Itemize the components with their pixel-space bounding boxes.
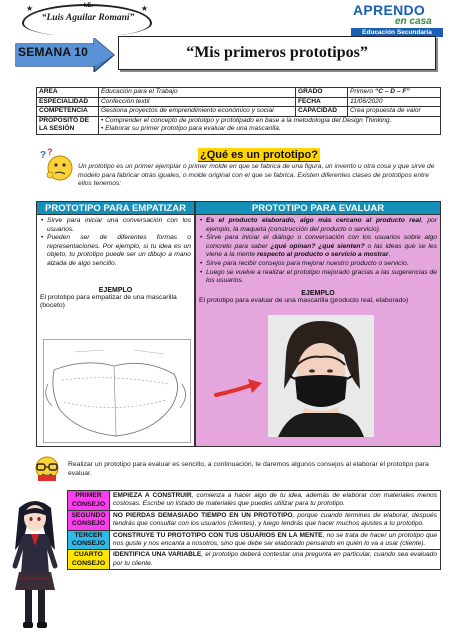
- bullet-bold: respecto al producto o servicio a mostrar: [256, 251, 389, 259]
- session-info-table: [36, 87, 441, 135]
- proposito-list: [101, 117, 438, 134]
- especialidad-label: ESPECIALIDAD: [37, 97, 99, 107]
- list-item: • Sirve para recibir consejos para mejorar nuestro producto o servicio.: [200, 260, 437, 269]
- empatizar-column: [36, 215, 195, 447]
- tip-badge: CUARTO CONSEJO: [68, 550, 110, 570]
- tip-description: [110, 510, 441, 530]
- table-row: [37, 116, 441, 134]
- especialidad-value: Confección textil: [99, 97, 296, 107]
- tip-description: [110, 530, 441, 550]
- list-item: • Elaborar su primer prototipo para evaluar de una mascarilla.: [101, 125, 438, 134]
- table-row: [37, 97, 441, 107]
- proposito-value: [99, 116, 441, 134]
- tip-badge: PRIMER CONSEJO: [68, 491, 110, 511]
- evaluar-example-text: El prototipo para evaluar de una mascarilla (producto real, elaborado): [199, 296, 409, 304]
- bullet-text: o las ideas que se les viene a la mente: [206, 242, 437, 259]
- bullet-text: .: [388, 251, 391, 259]
- aprendo-level: Educación Secundaria: [351, 28, 443, 37]
- tip-row: [68, 530, 441, 550]
- evaluar-heading: PROTOTIPO PARA EVALUAR: [195, 201, 441, 215]
- tip-row: [68, 491, 441, 511]
- tip-description: [110, 550, 441, 570]
- page-header: [0, 0, 453, 40]
- table-row: [37, 88, 441, 98]
- mask-sketch-image: [43, 339, 191, 443]
- empatizar-example-title: EJEMPLO: [98, 286, 133, 294]
- capacidad-label: CAPACIDAD: [296, 107, 348, 117]
- fecha-value: 11/06/2020: [348, 97, 441, 107]
- area-label: ÁREA: [37, 88, 99, 98]
- list-item: • Comprender el concepto de prototipo y prototipado en base a la metodología del Design Thinking.: [101, 117, 438, 126]
- tip-bold: EMPIEZA A CONSTRUIR: [113, 492, 192, 499]
- school-logo: [22, 4, 152, 36]
- empatizar-example-text: El prototipo para empatizar de una mascarilla (boceto): [40, 293, 177, 310]
- student-girl-illustration: [5, 494, 65, 634]
- grado-label: GRADO: [296, 88, 348, 98]
- star-icon: ★: [140, 4, 148, 13]
- aprendo-en-casa-logo: [351, 2, 443, 38]
- grado-value: [348, 88, 441, 98]
- tip-bold: IDENTIFICA UNA VARIABLE: [113, 551, 202, 559]
- bullet-bold: ¿qué opinan? ¿qué sienten?: [270, 242, 365, 250]
- list-item: [200, 234, 437, 260]
- evaluar-column: [195, 215, 441, 447]
- aprendo-title: APRENDO: [353, 2, 426, 18]
- evaluar-example-title: EJEMPLO: [301, 289, 335, 297]
- title-box: [118, 36, 436, 70]
- area-value: Educación para el Trabajo: [99, 88, 296, 98]
- fecha-label: FECHA: [296, 97, 348, 107]
- tip-bold: NO PIERDAS DEMASIADO TIEMPO EN UN PROTOTIPO: [113, 511, 293, 519]
- capacidad-value: Crea propuesta de valor: [348, 107, 441, 117]
- table-row: [37, 107, 441, 117]
- list-item: • Pueden ser de diferentes formas o representaciones. Por ejemplo, si tu idea es un objeto, tu prototipo puede ser un dibujo a mano alzada de algo sencillo.: [41, 234, 191, 268]
- question-text: Un prototipo es un primer ejemplar o primer molde en que se fabrica de una figura, un invento u otra cosa y que sirve de modelo para fabricar otras iguales, o molde original con el que se fabrica. Existen diferentes clases de prototipos entre ellos tenemos:: [78, 163, 435, 188]
- tips-intro-text: Realizar un prototipo para evaluar es sencillo, a continuación, te daremos algunos consejos al elaborar el prototipo para evaluar.: [68, 461, 429, 477]
- list-item: • Luego se vuelve a realizar el prototipo mejorado gracias a las sugerencias de los usuarios.: [200, 269, 437, 286]
- tip-description: [110, 491, 441, 511]
- empatizar-bullets: [37, 215, 194, 269]
- svg-text:?: ?: [40, 150, 47, 161]
- star-icon: ★: [26, 4, 34, 13]
- tip-row: [68, 510, 441, 530]
- school-name: “Luis Aguilar Romaní”: [41, 13, 135, 23]
- tip-badge: TERCER CONSEJO: [68, 530, 110, 550]
- tip-badge: SEGUNDO CONSEJO: [68, 510, 110, 530]
- grado-value-sections: “C – D – F”: [374, 88, 410, 95]
- red-arrow-icon: [214, 377, 264, 406]
- svg-text:?: ?: [47, 147, 53, 157]
- competencia-value: Gestiona proyectos de emprendimiento económico y social: [99, 107, 296, 117]
- tip-text: , porque cuando termines de elaborar, después tendrás que consultar con los usuarios (clientes), y luego tendrás que hacer muchos ajustes a tu prototipo.: [113, 511, 437, 528]
- proposito-label: PROPÓSITO DE LA SESIÓN: [37, 116, 99, 134]
- question-heading: ¿Qué es un prototipo?: [200, 149, 318, 161]
- tip-row: [68, 550, 441, 570]
- evaluar-bullets: [196, 215, 440, 286]
- tip-bold: CONSTRUYE TU PROTOTIPO CON TUS USUARIOS EN LA MENTE: [113, 531, 323, 539]
- bullet-bold: Es el producto elaborado, algo más cercano al producto real: [206, 217, 422, 224]
- bullet-text: Sirve para iniciar el diálogo o conversación con los usuarios sobre algo concreto para saber: [206, 234, 437, 250]
- reading-face-icon: [32, 453, 62, 483]
- week-label: SEMANA 10: [18, 45, 89, 59]
- competencia-label: COMPETENCIA: [37, 107, 99, 117]
- tips-table: [67, 490, 441, 570]
- page-title: “Mis primeros prototipos”: [186, 44, 368, 61]
- bullet-text: , por ejemplo, la maqueta (construcción del producto o servicio).: [206, 217, 437, 233]
- empatizar-heading: PROTOTIPO PARA EMPATIZAR: [36, 201, 195, 215]
- mask-photo-image: [268, 315, 374, 437]
- list-item: • Sirve para iniciar una conversación con los usuarios.: [41, 217, 191, 234]
- school-prefix: I.E.: [84, 3, 94, 9]
- tip-text: , comienza a hacer algo de tu idea, además de elaborar con materiales menos costosas. Escribe un listado de materiales que puedes utilizar para tu prototipo.: [113, 492, 437, 508]
- tip-text: , no se trata de hacer un prototipo que nos guste y nos encanta a nosotros, sino que debe ser elaborado pensando en quién lo va a usar (cliente).: [113, 531, 437, 548]
- list-item: [200, 217, 437, 234]
- grado-value-prefix: Primero: [350, 88, 375, 95]
- thinking-face-icon: [40, 147, 74, 181]
- aprendo-subtitle: en casa: [395, 16, 432, 27]
- tip-text: , el prototipo deberá contestar una pregunta en particular, cuando sea evaluado por tu cliente.: [113, 551, 437, 567]
